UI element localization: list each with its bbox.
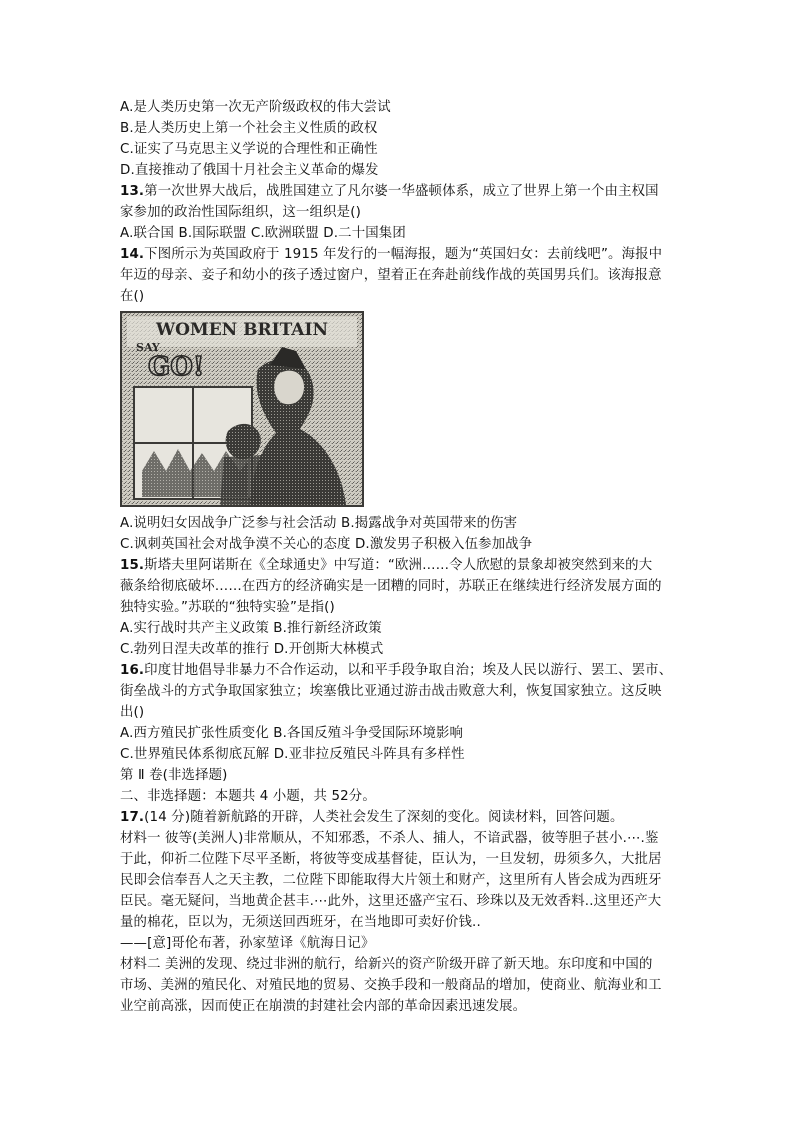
material-2: 材料二 美洲的发现、绕过非洲的航行，给新兴的资产阶级开辟了新天地。东印度和中国的 (120, 957, 653, 972)
exam-content (120, 97, 680, 1017)
section-heading: 第 Ⅱ 卷(非选择题) (120, 768, 228, 783)
question-14-cont: 年迈的母亲、妾子和幼小的孩子透过窗户，望着正在奔赴前线作战的英国男兵们。该海报意 (120, 268, 662, 283)
material-1-cont: 民即会信奉吾人之天主教，二位陛下即能取得大片领土和财产，这里所有人皆会成为西班牙 (120, 873, 662, 888)
option-line: D.直接推动了俄国十月社会主义革命的爆发 (120, 163, 379, 178)
wwi-poster-image (120, 311, 364, 507)
material-1-cont: 于此，仰祈二位陛下尽平圣断，将彼等变成基督徒，臣认为，一旦发轫，毋须多久，大批居 (120, 852, 662, 867)
option-line: C.证实了马克思主义学说的合理性和正确性 (120, 142, 378, 157)
poster-heading: WOMEN BRITAIN (156, 320, 328, 340)
question-14: 14.下图所示为英国政府于 1915 年发行的一幅海报，题为“英国妇女：去前线吧”。海报中 (120, 247, 663, 262)
question-16-options: A.西方殖民扩张性质变化 B.各国反殖斗争受国际环境影响 (120, 726, 464, 741)
question-16: 16.印度甘地倡导非暴力不合作运动，以和平手段争取自治；埃及人民以游行、罢工、罢市、 (120, 663, 673, 678)
material-2-cont: 业空前高涨，因而使正在崩溃的封建社会内部的革命因素迅速发展。 (120, 999, 527, 1014)
poster-say: SAY (136, 341, 160, 354)
material-2-cont: 市场、美洲的殖民化、对殖民地的贸易、交换手段和一般商品的增加，使商业、航海业和工 (120, 978, 662, 993)
section-instructions: 二、非选择题：本题共 4 小题，共 52分。 (120, 789, 376, 804)
question-15-cont: 独特实验。”苏联的“独特实验”是指() (120, 600, 335, 615)
question-13-cont: 家参加的政治性国际组织，这一组织是() (120, 205, 361, 220)
question-16-cont: 出() (120, 705, 145, 720)
question-13-options: A.联合国 B.国际联盟 C.欧洲联盟 D.二十国集团 (120, 226, 406, 241)
question-16-cont: 街垒战斗的方式争取国家独立；埃塞俄比亚通过游击战击败意大利，恢复国家独立。这反映 (120, 684, 662, 699)
option-line: B.是人类历史上第一个社会主义性质的政权 (120, 121, 378, 136)
question-16-options: C.世界殖民体系彻底瓦解 D.亚非拉反殖民斗阵具有多样性 (120, 747, 465, 762)
question-13: 13.第一次世界大战后，战胜国建立了凡尔婆一华盛顿体系，成立了世界上第一个由主权国 (120, 184, 659, 199)
question-14-options: C.讽刺英国社会对战争漠不关心的态度 D.激发男子积极入伍参加战争 (120, 537, 533, 552)
question-15-options: A.实行战时共产主义政策 B.推行新经济政策 (120, 621, 382, 636)
question-17: 17.(14 分)随着新航路的开辟，人类社会发生了深刻的变化。阅读材料，回答问题。 (120, 810, 624, 825)
material-1: 材料一 彼等(美洲人)非常顺从，不知邪悉，不杀人、捕人，不谙武器，彼等胆子甚小.⋯.鉴 (120, 831, 659, 846)
poster-go: GO! (148, 352, 205, 382)
material-1-cont: 臣民。毫无疑问，当地黄企甚丰.⋯此外，这里还盛产宝石、珍珠以及无效香料..这里还产大 (120, 894, 662, 909)
question-14-cont: 在() (120, 289, 145, 304)
material-1-cont: 量的棉花，臣以为，无须送回西班牙，在当地即可卖好价钱.. (120, 915, 481, 930)
question-15-options: C.勃列日涅夫改革的推行 D.开创斯大林模式 (120, 642, 384, 657)
option-line: A.是人类历史第一次无产阶级政权的伟大尝试 (120, 100, 391, 115)
question-15-cont: 薇条给彻底破坏……在西方的经济确实是一团糟的同时，苏联正在继续进行经济发展方面的 (120, 579, 662, 594)
question-14-options: A.说明妇女因战争广泛参与社会活动 B.揭露战争对英国带来的伤害 (120, 516, 518, 531)
material-1-source: ——[意]哥伦布著，孙家堃译《航海日记》 (120, 936, 375, 951)
question-15: 15.斯塔夫里阿诺斯在《全球通史》中写道：“欧洲……令人欣慰的景象却被突然到来的大 (120, 558, 653, 573)
